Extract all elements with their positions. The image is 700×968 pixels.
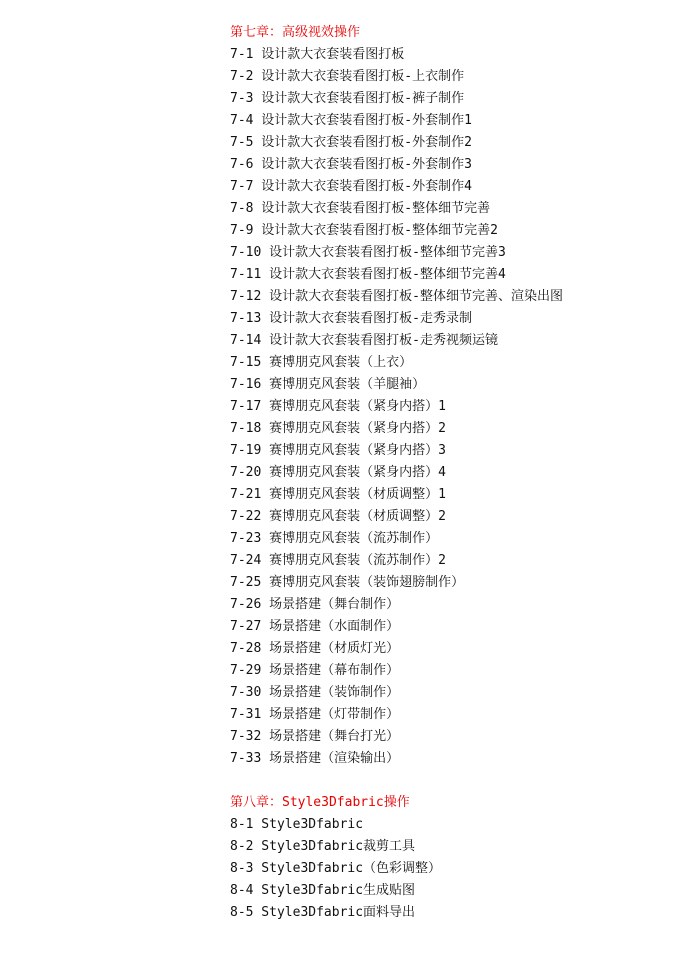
list-item: 8-1 Style3Dfabric: [230, 817, 364, 832]
list-item: 7-3 设计款大衣套装看图打板-裤子制作: [230, 91, 465, 106]
list-item: 7-1 设计款大衣套装看图打板: [230, 47, 405, 62]
list-item: 7-33 场景搭建（渲染输出）: [230, 751, 400, 766]
chapter-7-title: 第七章：高级视效操作: [230, 25, 361, 40]
list-item: 7-24 赛博朋克风套装（流苏制作）2: [230, 553, 446, 568]
list-item: 7-17 赛博朋克风套装（紧身内搭）1: [230, 399, 446, 414]
list-item: 7-32 场景搭建（舞台打光）: [230, 729, 400, 744]
list-item: 7-2 设计款大衣套装看图打板-上衣制作: [230, 69, 465, 84]
list-item: 7-8 设计款大衣套装看图打板-整体细节完善: [230, 201, 491, 216]
list-item: 7-6 设计款大衣套装看图打板-外套制作3: [230, 157, 472, 172]
list-item: 7-16 赛博朋克风套装（羊腿袖）: [230, 377, 426, 392]
list-item: 7-22 赛博朋克风套装（材质调整）2: [230, 509, 446, 524]
list-item: 7-14 设计款大衣套装看图打板-走秀视频运镜: [230, 333, 498, 348]
list-item: 7-9 设计款大衣套装看图打板-整体细节完善2: [230, 223, 498, 238]
list-item: 7-20 赛博朋克风套装（紧身内搭）4: [230, 465, 446, 480]
list-item: 8-4 Style3Dfabric生成贴图: [230, 883, 416, 898]
list-item: 7-23 赛博朋克风套装（流苏制作）: [230, 531, 439, 546]
chapter-8-section: [230, 792, 441, 924]
list-item: 7-10 设计款大衣套装看图打板-整体细节完善3: [230, 245, 506, 260]
list-item: 7-27 场景搭建（水面制作）: [230, 619, 400, 634]
list-item: 8-3 Style3Dfabric（色彩调整）: [230, 861, 442, 876]
list-item: 8-5 Style3Dfabric面料导出: [230, 905, 416, 920]
list-item: 7-26 场景搭建（舞台制作）: [230, 597, 400, 612]
list-item: 7-7 设计款大衣套装看图打板-外套制作4: [230, 179, 472, 194]
list-item: 7-25 赛博朋克风套装（装饰翅膀制作）: [230, 575, 465, 590]
list-item: 7-12 设计款大衣套装看图打板-整体细节完善、渲染出图: [230, 289, 563, 304]
list-item: 7-30 场景搭建（装饰制作）: [230, 685, 400, 700]
list-item: 7-29 场景搭建（幕布制作）: [230, 663, 400, 678]
chapter-8-title: 第八章：Style3Dfabric操作: [230, 795, 410, 810]
list-item: 7-19 赛博朋克风套装（紧身内搭）3: [230, 443, 446, 458]
list-item: 7-4 设计款大衣套装看图打板-外套制作1: [230, 113, 472, 128]
list-item: 7-5 设计款大衣套装看图打板-外套制作2: [230, 135, 472, 150]
list-item: 7-21 赛博朋克风套装（材质调整）1: [230, 487, 446, 502]
list-item: 7-31 场景搭建（灯带制作）: [230, 707, 400, 722]
list-item: 7-28 场景搭建（材质灯光）: [230, 641, 400, 656]
list-item: 7-13 设计款大衣套装看图打板-走秀录制: [230, 311, 472, 326]
list-item: 7-15 赛博朋克风套装（上衣）: [230, 355, 413, 370]
list-item: 7-18 赛博朋克风套装（紧身内搭）2: [230, 421, 446, 436]
list-item: 8-2 Style3Dfabric裁剪工具: [230, 839, 416, 854]
list-item: 7-11 设计款大衣套装看图打板-整体细节完善4: [230, 267, 506, 282]
chapter-7-section: [230, 22, 563, 770]
